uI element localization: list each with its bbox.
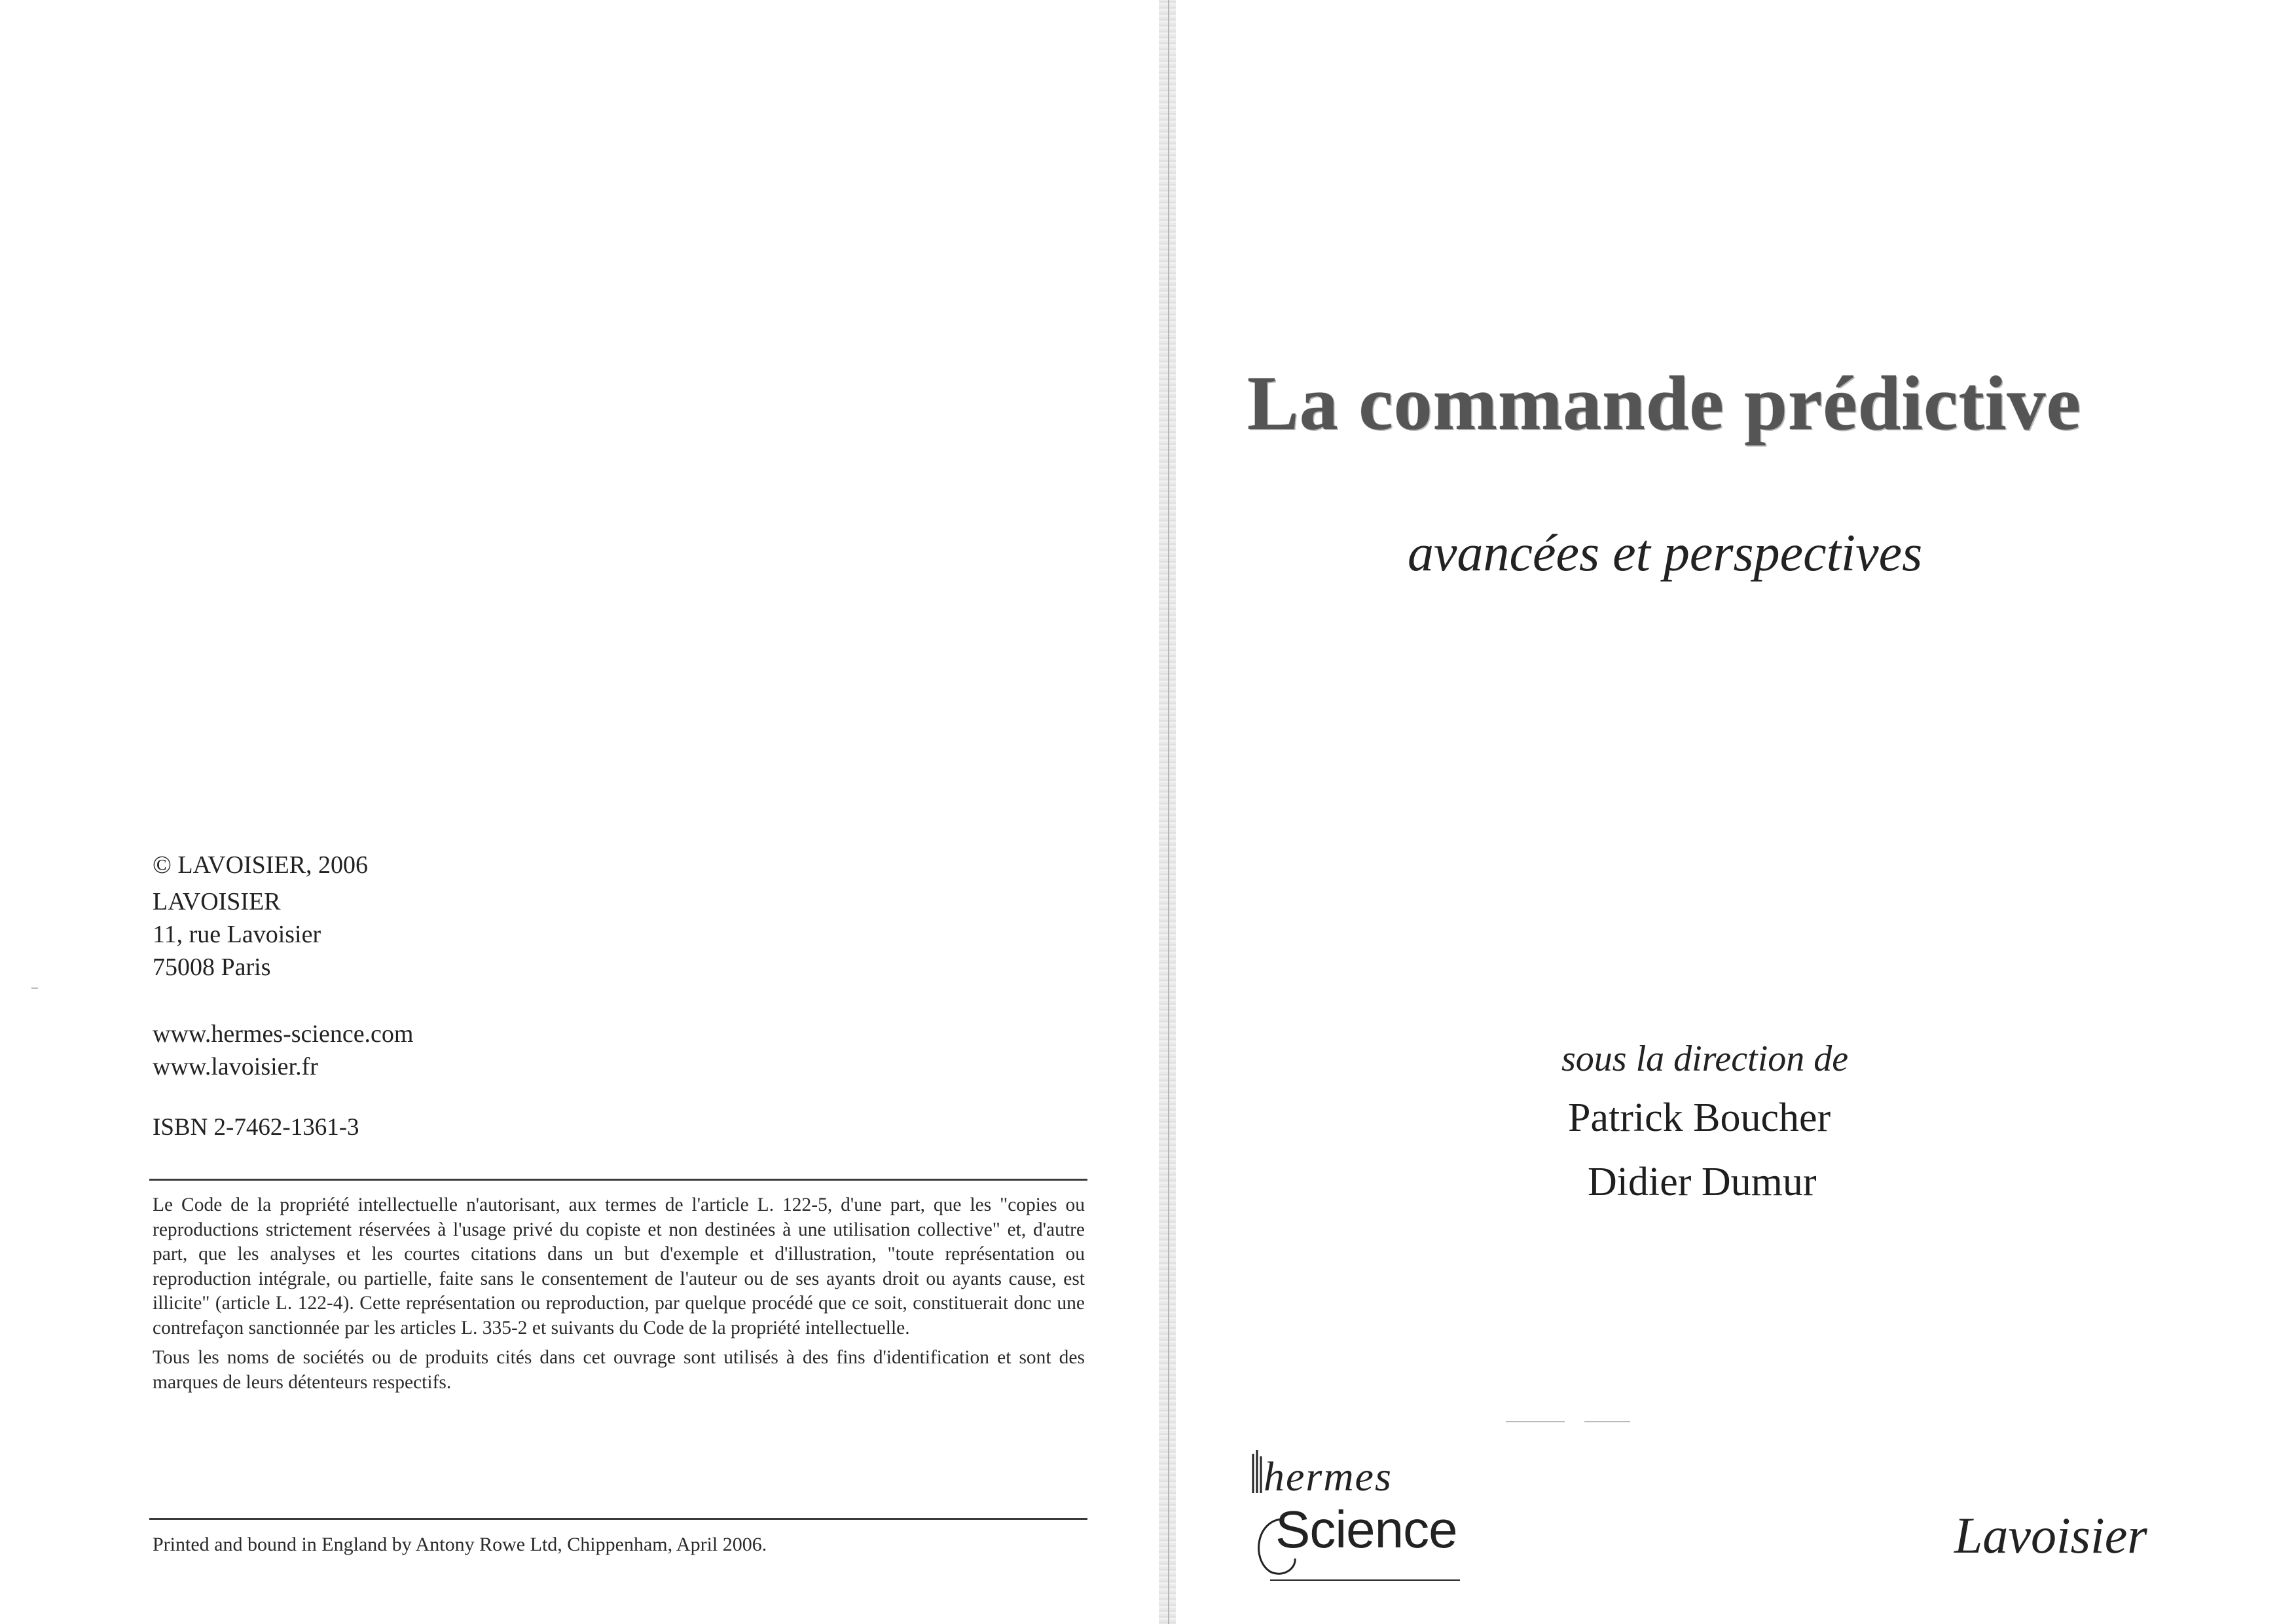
book-subtitle: avancées et perspectives xyxy=(1408,525,1923,582)
gutter-line xyxy=(1168,0,1169,1624)
editor-name: Patrick Boucher xyxy=(1568,1096,1831,1140)
scan-speck xyxy=(1506,1421,1565,1422)
divider-top xyxy=(149,1179,1087,1181)
legal-paragraph-trademarks: Tous les noms de sociétés ou de produits cités dans cet ouvrage sont utilisés à des fins d'identification et sont des marques de leurs détenteurs respectifs. xyxy=(153,1347,1085,1393)
editor-name: Didier Dumur xyxy=(1588,1160,1817,1204)
isbn: ISBN 2-7462-1361-3 xyxy=(153,1114,359,1141)
logo-hermes-text: hermes xyxy=(1264,1453,1393,1500)
book-title: La commande prédictive xyxy=(1247,360,2081,446)
direction-label: sous la direction de xyxy=(1561,1039,1849,1079)
publisher-street: 11, rue Lavoisier xyxy=(153,921,321,948)
publisher-name: LAVOISIER xyxy=(153,888,281,915)
legal-paragraph-copyright: Le Code de la propriété intellectuelle n'autorisant, aux termes de l'article L. 122-5, d'une part, que les "copies ou reproductions strictement réservées à l'usage privé du copiste et non destinées à une utilisation collective" et, d'autre part, que les analyses et les courtes citations dans un but d'exemple et d'illustration, "toute représentation ou reproduction intégrale, ou partielle, faite sans le consentement de l'auteur ou de ses ayants droit ou ayants cause, est illicite" (article L. 122-4). Cette représentation ou reproduction, par quelque procédé que ce soit, constituerait donc une contrefaçon sanctionnée par les articles L. 335-2 et suivants du Code de la propriété intellectuelle. xyxy=(153,1194,1085,1338)
logo-science-text: Science xyxy=(1275,1500,1457,1559)
website-hermes[interactable]: www.hermes-science.com xyxy=(153,1020,414,1048)
copyright-block xyxy=(153,849,368,984)
publisher-city: 75008 Paris xyxy=(153,953,271,981)
websites xyxy=(153,1018,413,1083)
publisher-imprint: Lavoisier xyxy=(1954,1507,2147,1564)
printed-notice: Printed and bound in England by Antony Rowe Ltd, Chippenham, April 2006. xyxy=(153,1534,767,1555)
scan-speck xyxy=(31,987,38,989)
book-gutter xyxy=(1159,0,1176,1624)
website-lavoisier[interactable]: www.lavoisier.fr xyxy=(153,1053,318,1080)
scan-speck xyxy=(1584,1421,1630,1422)
legal-notice xyxy=(153,1193,1085,1400)
copyright-line: © LAVOISIER, 2006 xyxy=(153,851,369,879)
divider-bottom xyxy=(149,1518,1087,1520)
